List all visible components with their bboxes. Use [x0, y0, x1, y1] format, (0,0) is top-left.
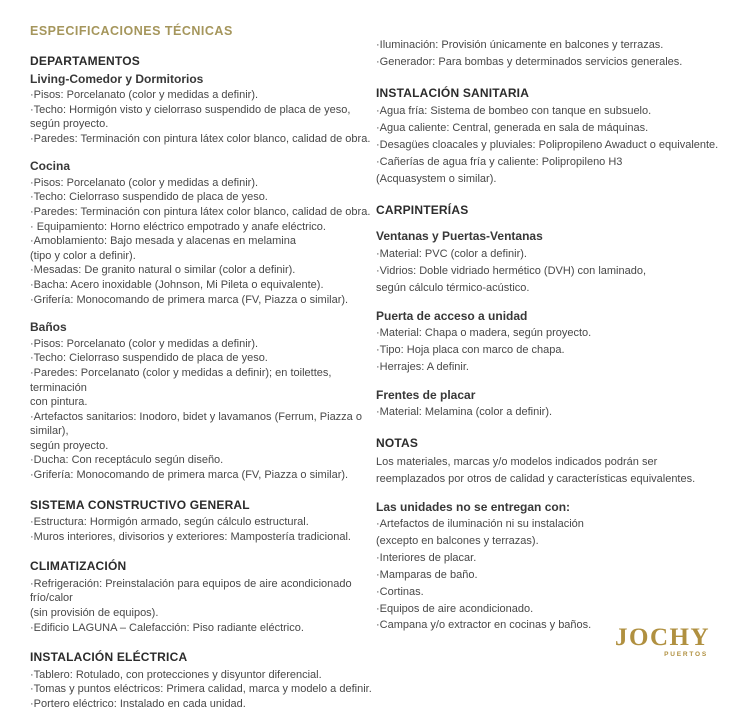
- spec-line: ·Mamparas de baño.: [376, 568, 478, 581]
- section: [30, 54, 376, 483]
- logo-subtext: PUERTOS: [664, 651, 708, 658]
- spec-line: ·Pisos: Porcelanato (color y medidas a definir).: [30, 337, 259, 350]
- spec-line: ·Material: PVC (color a definir).: [376, 247, 527, 260]
- spec-line: ·Ducha: Con receptáculo según diseño.: [30, 454, 224, 467]
- spec-line: según cálculo térmico-acústico.: [376, 281, 530, 294]
- spec-line: ·Herrajes: A definir.: [376, 360, 469, 373]
- spec-line: según proyecto.: [30, 118, 109, 131]
- spec-line: ·Mesadas: De granito natural o similar (color a definir).: [30, 264, 296, 277]
- spec-line: ·Material: Chapa o madera, según proyecto.: [376, 327, 592, 340]
- block-subtitle: Las unidades no se entregan con:: [376, 499, 571, 514]
- left-column: [30, 24, 376, 712]
- spec-line: ·Artefactos sanitarios: Inodoro, bidet y lavamanos (Ferrum, Piazza o similar),: [30, 410, 362, 438]
- spec-line: ·Techo: Hormigón visto y cielorraso suspendido de placa de yeso,: [30, 103, 351, 116]
- spec-line: ·Artefactos de iluminación ni su instalación: [376, 518, 584, 530]
- spec-line: ·Agua fría: Sistema de bombeo con tanque en subsuelo.: [376, 105, 652, 118]
- spec-line: ·Tipo: Hoja placa con marco de chapa.: [376, 343, 565, 356]
- spec-line: ·Generador: Para bombas y determinados servicios generales.: [376, 55, 683, 68]
- spec-line: ·Pisos: Porcelanato (color y medidas a definir).: [30, 89, 259, 101]
- spec-line: ·Bacha: Acero inoxidable (Johnson, Mi Pileta o equivalente).: [30, 279, 324, 292]
- spec-line: (excepto en balcones y terrazas).: [376, 534, 539, 547]
- brand-logo: [615, 625, 710, 658]
- spec-line: ·Vidrios: Doble vidriado hermético (DVH) con laminado,: [376, 264, 647, 277]
- section-header: SISTEMA CONSTRUCTIVO GENERAL: [30, 497, 250, 512]
- two-column-layout: [30, 24, 735, 712]
- section: [376, 436, 728, 634]
- block-subtitle: Cocina: [30, 159, 71, 174]
- block-subtitle: Baños: [30, 320, 67, 335]
- spec-line: ·Techo: Cielorraso suspendido de placa de yeso.: [30, 352, 268, 365]
- document-title: ESPECIFICACIONES TÉCNICAS: [30, 24, 233, 38]
- section-header: INSTALACIÓN SANITARIA: [376, 85, 530, 100]
- spec-line: ·Pisos: Porcelanato (color y medidas a definir).: [30, 176, 259, 189]
- spec-line: ·Paredes: Porcelanato (color y medidas a definir); en toilettes, terminación: [30, 366, 332, 394]
- section: [376, 203, 728, 421]
- spec-line: ·Muros interiores, divisorios y exteriores: Mampostería tradicional.: [30, 530, 351, 543]
- spec-line: ·Techo: Cielorraso suspendido de placa de yeso.: [30, 191, 268, 204]
- spec-line: ·Cortinas.: [376, 585, 424, 598]
- spec-line: ·Desagües cloacales y pluviales: Polipropileno Awaduct o equivalente.: [376, 139, 719, 152]
- spec-line: ·Refrigeración: Preinstalación para equipos de aire acondicionado frío/calor: [30, 577, 352, 605]
- spec-line: reemplazados por otros de calidad y características equivalentes.: [376, 472, 696, 485]
- spec-line: según proyecto.: [30, 439, 109, 452]
- spec-line: ·Portero eléctrico: Instalado en cada unidad.: [30, 697, 246, 710]
- spec-line: ·Agua caliente: Central, generada en sala de máquinas.: [376, 122, 649, 135]
- spec-line: ·Estructura: Hormigón armado, según cálculo estructural.: [30, 516, 309, 529]
- spec-line: ·Paredes: Terminación con pintura látex color blanco, calidad de obra.: [30, 132, 371, 145]
- spec-line: ·Grifería: Monocomando de primera marca (FV, Piazza o similar).: [30, 293, 349, 306]
- spec-line: ·Edificio LAGUNA – Calefacción: Piso radiante eléctrico.: [30, 621, 304, 634]
- right-column: [376, 24, 728, 712]
- spec-line: ·Material: Melamina (color a definir).: [376, 406, 553, 419]
- spec-line: ·Iluminación: Provisión únicamente en balcones y terrazas.: [376, 39, 664, 51]
- block-subtitle: Frentes de placar: [376, 387, 476, 402]
- section-header: CARPINTERÍAS: [376, 202, 469, 217]
- section: [30, 650, 376, 711]
- spec-line: Los materiales, marcas y/o modelos indicados podrán ser: [376, 455, 658, 468]
- section-header: DEPARTAMENTOS: [30, 54, 140, 68]
- spec-line: ·Cañerías de agua fría y caliente: Polipropileno H3: [376, 156, 623, 169]
- spec-line: (tipo y color a definir).: [30, 249, 136, 262]
- spec-line: ·Campana y/o extractor en cocinas y baños.: [376, 619, 592, 632]
- spec-line: ·Amoblamiento: Bajo mesada y alacenas en melamina: [30, 235, 296, 248]
- section-header: INSTALACIÓN ELÉCTRICA: [30, 650, 188, 665]
- section-header: CLIMATIZACIÓN: [30, 559, 127, 574]
- spec-line: ·Grifería: Monocomando de primera marca (FV, Piazza o similar).: [30, 469, 349, 482]
- spec-line: ·Tablero: Rotulado, con protecciones y disyuntor diferencial.: [30, 668, 322, 681]
- spec-line: · Equipamiento: Horno eléctrico empotrado y anafe eléctrico.: [30, 220, 326, 233]
- spec-line: con pintura.: [30, 396, 88, 409]
- spec-line: ·Tomas y puntos eléctricos: Primera calidad, marca y modelo a definir.: [30, 683, 372, 696]
- spec-line: (sin provisión de equipos).: [30, 607, 159, 620]
- logo-wordmark: JOCHY: [615, 624, 710, 651]
- block-subtitle: Ventanas y Puertas-Ventanas: [376, 229, 543, 244]
- section-continued: [376, 37, 728, 71]
- section-header: NOTAS: [376, 436, 419, 451]
- section: [30, 498, 376, 545]
- block-subtitle: Puerta de acceso a unidad: [376, 308, 528, 323]
- spec-line: ·Interiores de placar.: [376, 551, 477, 564]
- section: [30, 559, 376, 635]
- spec-line: ·Equipos de aire acondicionado.: [376, 602, 534, 615]
- spec-line: ·Paredes: Terminación con pintura látex color blanco, calidad de obra.: [30, 206, 371, 219]
- spec-line: (Acquasystem o similar).: [376, 172, 497, 185]
- section: [376, 86, 728, 188]
- block-subtitle: Living-Comedor y Dormitorios: [30, 71, 204, 86]
